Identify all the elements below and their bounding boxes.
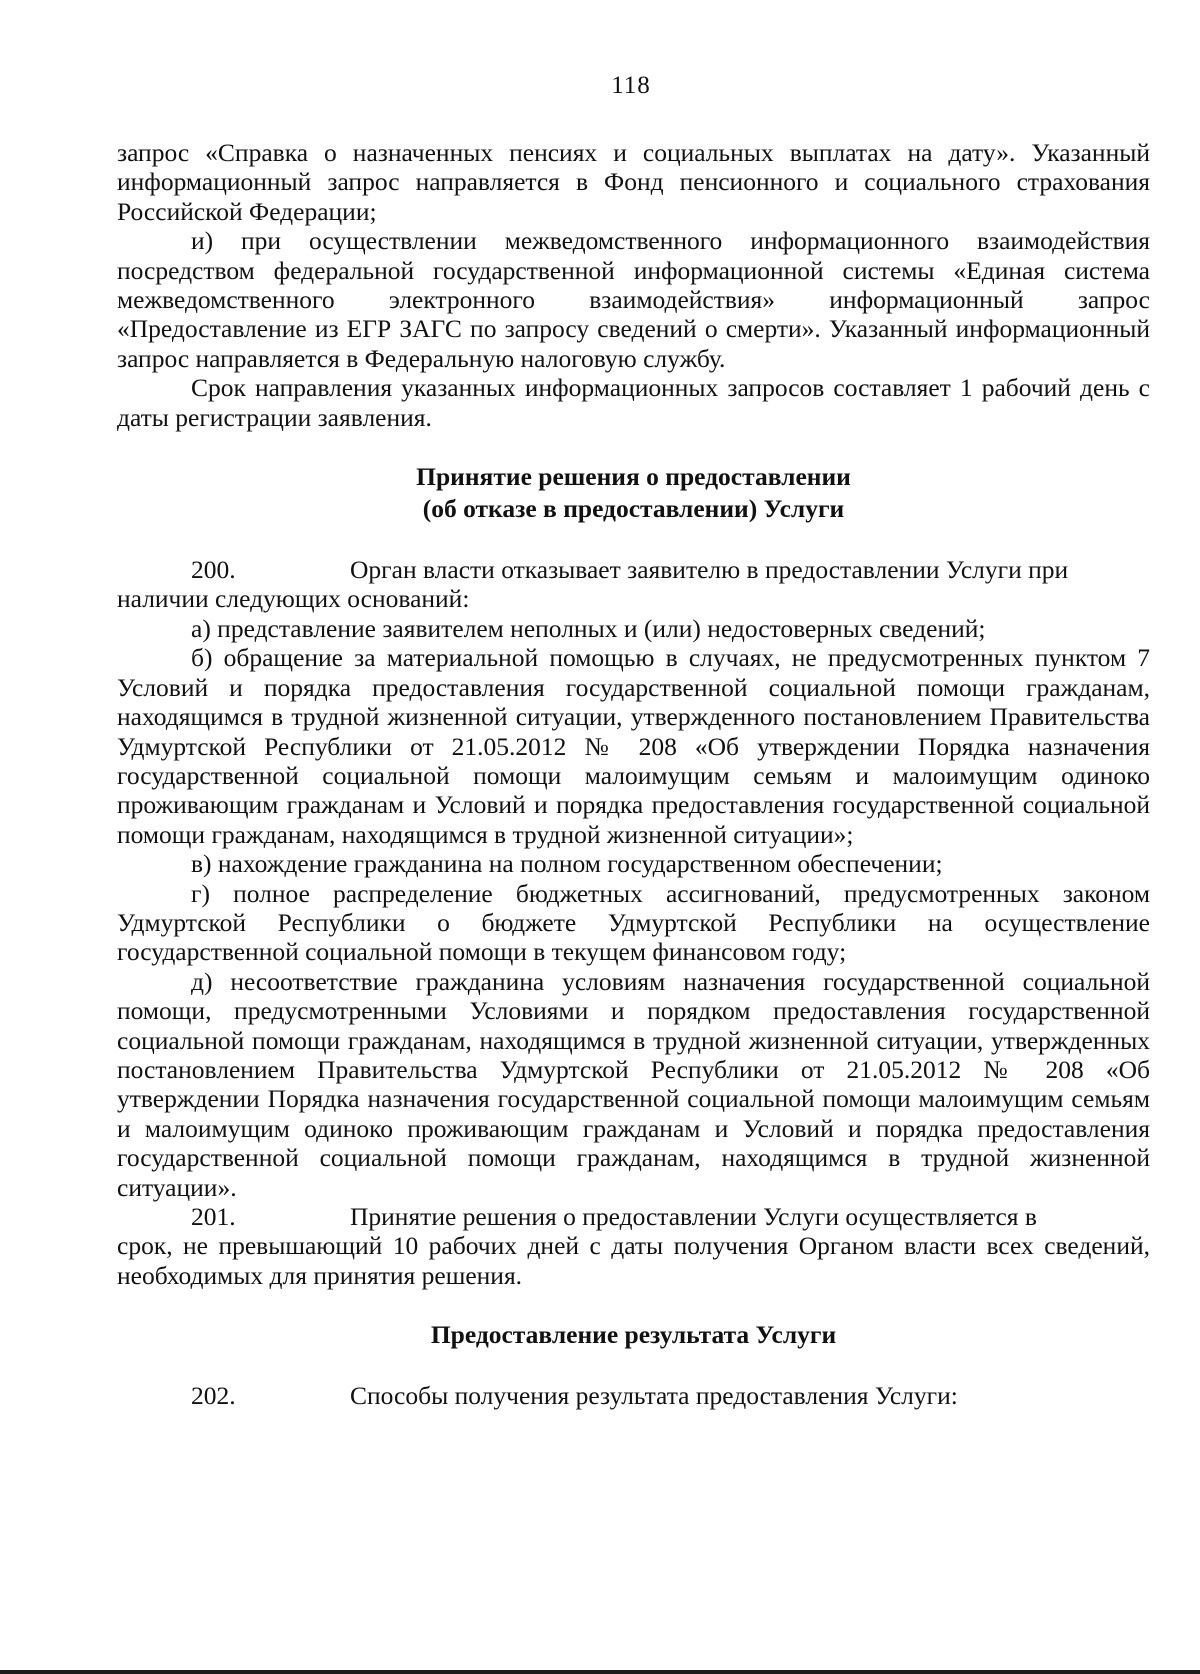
item-text: Принятие решения о предоставлении Услуги осуществляется в xyxy=(350,1202,1037,1231)
ground-item-g: г) полное распределение бюджетных ассигнований, предусмотренных законом Удмуртской Республики о бюджете Удмуртской Республики на осуществление государственной социальной помощи в текущем финансовом году; xyxy=(117,878,1150,967)
paragraph-request-deadline: Срок направления указанных информационных запросов составляет 1 рабочий день с даты регистрации заявления. xyxy=(117,373,1150,432)
paragraph-item-i: и) при осуществлении межведомственного информационного взаимодействия посредством федеральной государственной информационной системы «Единая система межведомственного электронного взаимодействия» информационный запрос «Предоставление из ЕГР ЗАГС по запросу сведений о смерти». Указанный информационный запрос направляется в Федеральную налоговую службу. xyxy=(117,226,1150,373)
section-heading-decision-line1: Принятие решения о предоставлении xyxy=(416,462,851,492)
item-201-continuation: срок, не превышающий 10 рабочих дней с даты получения Органом власти всех сведений, необходимых для принятия решения. xyxy=(117,1231,1150,1290)
ground-item-b: б) обращение за материальной помощью в случаях, не предусмотренных пунктом 7 Условий и порядка предоставления государственной социальной помощи гражданам, находящимся в трудной жизненной ситуации, утвержденного постановлением Правительства Удмуртской Республики от 21.05.2012 № 208 «Об утверждении Порядка назначения государственной социальной помощи малоимущим семьям и малоимущим одиноко проживающим гражданам и Условий и порядка предоставления государственной социальной помощи гражданам, находящимся в трудной жизненной ситуации»; xyxy=(117,643,1150,849)
item-201-first-line xyxy=(117,1202,1150,1231)
scan-bottom-edge xyxy=(0,1670,1200,1674)
section-heading-result: Предоставление результата Услуги xyxy=(430,1320,837,1350)
item-number: 201. xyxy=(191,1202,236,1231)
item-200-first-line xyxy=(117,555,1150,584)
item-text: Орган власти отказывает заявителю в предоставлении Услуги при xyxy=(350,555,1069,585)
paragraph-info-request-continued: запрос «Справка о назначенных пенсиях и социальных выплатах на дату». Указанный информационный запрос направляется в Фонд пенсионного и социального страхования Российской Федерации; xyxy=(117,138,1150,226)
document-body xyxy=(117,138,1150,1411)
ground-item-d: д) несоответствие гражданина условиям назначения государственной социальной помощи, предусмотренными Условиями и порядком предоставления государственной социальной помощи гражданам, находящимся в трудной жизненной ситуации, утвержденных постановлением Правительства Удмуртской Республики от 21.05.2012 № 208 «Об утверждении Порядка назначения государственной социальной помощи малоимущим семьям и малоимущим одиноко проживающим гражданам и Условий и порядка предоставления государственной социальной помощи гражданам, находящимся в трудной жизненной ситуации». xyxy=(117,966,1150,1202)
item-text: Способы получения результата предоставления Услуги: xyxy=(350,1381,958,1411)
item-number: 202. xyxy=(191,1381,236,1411)
item-202-first-line xyxy=(117,1381,1150,1410)
section-heading-decision-line2: (об отказе в предоставлении) Услуги xyxy=(422,494,845,524)
page-number: 118 xyxy=(611,72,651,99)
ground-item-v: в) нахождение гражданина на полном государственном обеспечении; xyxy=(191,849,943,879)
item-200-continuation: наличии следующих оснований: xyxy=(117,584,470,614)
item-number: 200. xyxy=(191,555,236,585)
ground-item-a: а) представление заявителем неполных и (или) недостоверных сведений; xyxy=(191,613,986,643)
